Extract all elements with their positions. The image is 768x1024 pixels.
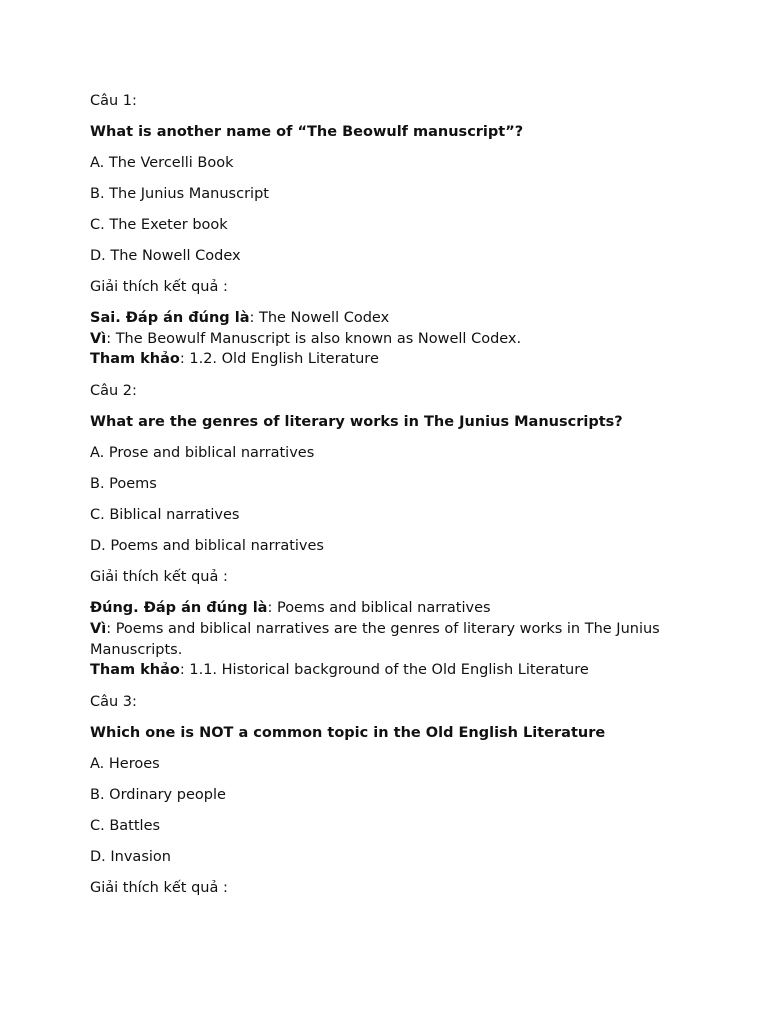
- option-a: A. Heroes: [90, 755, 160, 772]
- reference-line: [90, 660, 670, 681]
- explain-heading: Giải thích kết quả :: [90, 569, 228, 586]
- option-d: D. The Nowell Codex: [90, 248, 241, 264]
- question-block-2: [90, 381, 670, 681]
- reference-label: Tham khảo: [90, 662, 180, 679]
- question-number: Câu 2:: [90, 383, 137, 400]
- option-d: D. Poems and biblical narratives: [90, 538, 324, 555]
- question-text: Which one is NOT a common topic in the Old English Literature: [90, 724, 606, 741]
- reason-label: Vì: [90, 620, 107, 637]
- question-number: Câu 1:: [90, 93, 137, 109]
- explain-heading: Giải thích kết quả :: [90, 279, 228, 295]
- result-answer: : Poems and biblical narratives: [267, 600, 491, 617]
- result-label: Đúng. Đáp án đúng là: [90, 600, 268, 617]
- option-c: C. The Exeter book: [90, 217, 228, 233]
- option-a: A. The Vercelli Book: [90, 155, 234, 171]
- option-b: B. Poems: [90, 476, 157, 493]
- result-label: Sai. Đáp án đúng là: [90, 310, 250, 326]
- option-b: B. The Junius Manuscript: [90, 186, 269, 202]
- reference-label: Tham khảo: [90, 351, 180, 368]
- explanation: [90, 598, 670, 681]
- reason-text: : The Beowulf Manuscript is also known as Nowell Codex.: [106, 330, 522, 347]
- reference-text: : 1.2. Old English Literature: [179, 351, 379, 368]
- result-line: [90, 598, 670, 619]
- result-answer: : The Nowell Codex: [249, 310, 390, 326]
- reference-text: : 1.1. Historical background of the Old English Literature: [179, 662, 589, 679]
- option-c: C. Battles: [90, 817, 161, 834]
- explain-heading: Giải thích kết quả :: [90, 879, 228, 896]
- question-text: What is another name of “The Beowulf manuscript”?: [90, 124, 524, 140]
- question-block-3: [90, 692, 670, 898]
- option-d: D. Invasion: [90, 848, 171, 865]
- reason-text: : Poems and biblical narratives are the genres of literary works in The Junius Manuscripts.: [90, 620, 660, 658]
- reason-line: [90, 619, 670, 660]
- explanation: [90, 308, 670, 370]
- option-b: B. Ordinary people: [90, 786, 226, 803]
- result-line: [90, 308, 670, 329]
- question-number: Câu 3:: [90, 693, 137, 710]
- document-page: [90, 91, 670, 909]
- reference-line: [90, 349, 670, 370]
- reason-label: Vì: [90, 330, 107, 347]
- option-a: A. Prose and biblical narratives: [90, 445, 315, 462]
- question-text: What are the genres of literary works in The Junius Manuscripts?: [90, 414, 623, 431]
- option-c: C. Biblical narratives: [90, 507, 240, 524]
- question-block-1: [90, 91, 670, 370]
- reason-line: [90, 329, 670, 350]
